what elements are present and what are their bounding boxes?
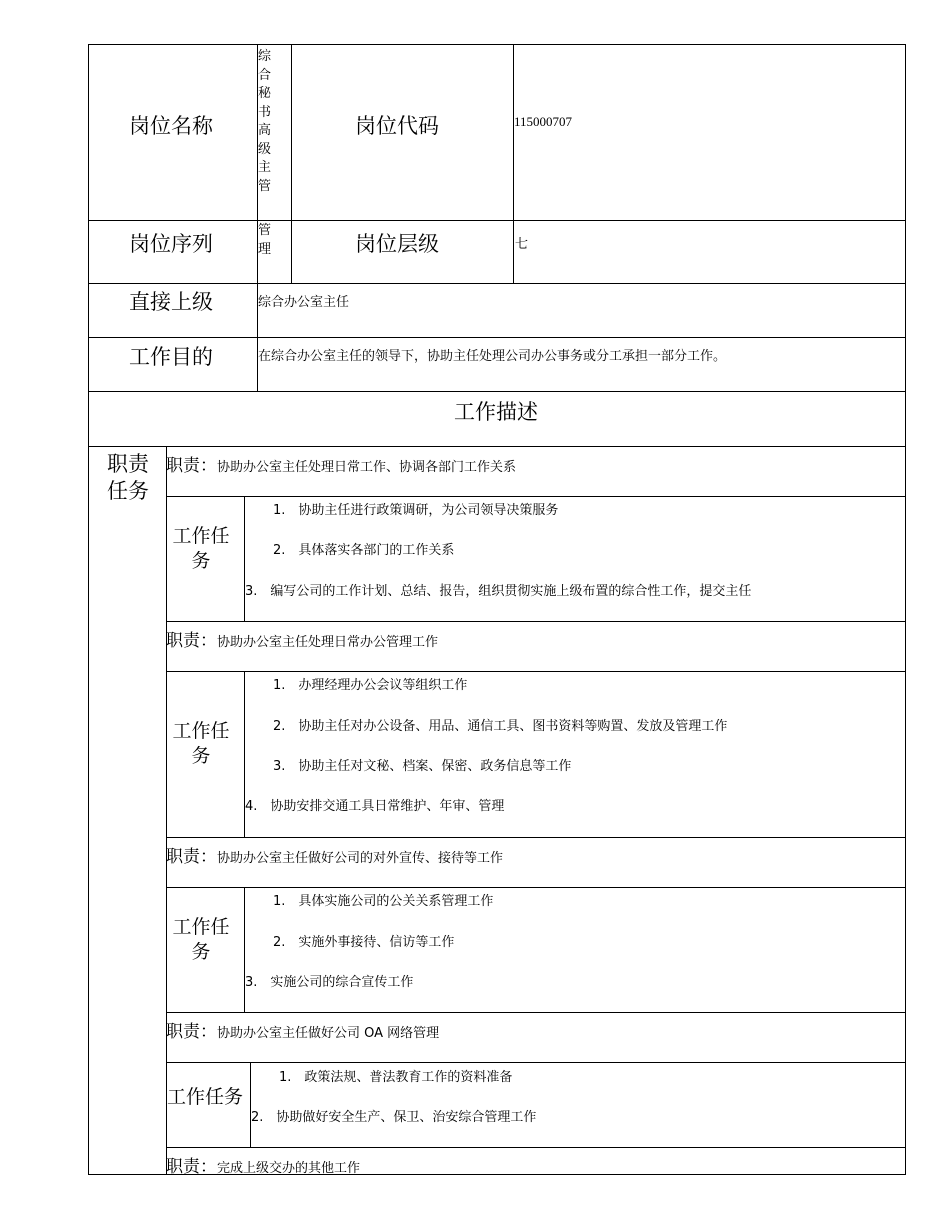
duty-text: 协助办公室主任处理日常工作、协调各部门工作关系 <box>217 460 517 475</box>
row-divider <box>88 220 906 221</box>
row-divider <box>166 496 906 497</box>
task-item: 3. 实施公司的综合宣传工作 <box>245 975 414 990</box>
position-series-value: 管理 <box>258 223 272 257</box>
description-title: 工作描述 <box>454 400 538 424</box>
supervisor-value: 综合办公室主任 <box>258 295 350 310</box>
task-item: 1. 协助主任进行政策调研，为公司领导决策服务 <box>273 503 559 518</box>
task-item: 3. 协助主任对文秘、档案、保密、政务信息等工作 <box>273 759 572 774</box>
job-description-table <box>88 44 906 1175</box>
tasks-label: 工作任务 <box>167 1086 244 1108</box>
row-divider <box>166 1062 906 1063</box>
row-divider <box>88 283 906 284</box>
duty-prefix: 职责： <box>166 456 217 476</box>
tasks-label: 工作任务 <box>172 720 230 767</box>
duty-row <box>166 626 438 651</box>
supervisor-label: 直接上级 <box>129 290 213 314</box>
duty-row <box>166 1017 439 1042</box>
position-name-label: 岗位名称 <box>129 114 213 138</box>
duty-text: 完成上级交办的其他工作 <box>217 1161 361 1176</box>
position-series-label: 岗位序列 <box>129 232 213 256</box>
duty-text: 协助办公室主任做好公司 OA 网络管理 <box>217 1026 440 1041</box>
row-divider <box>166 1147 906 1148</box>
task-item: 3. 编写公司的工作计划、总结、报告，组织贯彻实施上级布置的综合性工作，提交主任 <box>245 584 752 599</box>
row-divider <box>166 837 906 838</box>
task-item: 2. 实施外事接待、信访等工作 <box>273 935 455 950</box>
duty-prefix: 职责： <box>166 847 217 867</box>
row-divider <box>88 446 906 447</box>
task-item: 2. 协助做好安全生产、保卫、治安综合管理工作 <box>251 1110 537 1125</box>
duty-row <box>166 1152 360 1177</box>
duty-row <box>166 842 503 867</box>
position-code-label: 岗位代码 <box>355 114 439 138</box>
purpose-label: 工作目的 <box>129 345 213 369</box>
col-divider <box>244 887 245 1012</box>
col-divider <box>244 496 245 621</box>
task-item: 1. 具体实施公司的公关关系管理工作 <box>273 894 494 909</box>
row-divider <box>166 621 906 622</box>
position-level-label: 岗位层级 <box>355 232 439 256</box>
task-item: 2. 具体落实各部门的工作关系 <box>273 543 455 558</box>
duty-prefix: 职责： <box>166 631 217 651</box>
position-level-value: 七 <box>515 237 529 252</box>
task-item: 1. 政策法规、普法教育工作的资料准备 <box>279 1070 513 1085</box>
col-divider <box>513 44 514 283</box>
row-divider <box>88 391 906 392</box>
duty-text: 协助办公室主任做好公司的对外宣传、接待等工作 <box>217 851 504 866</box>
row-divider <box>166 887 906 888</box>
col-divider <box>250 1062 251 1147</box>
row-divider <box>88 337 906 338</box>
duty-row <box>166 451 516 476</box>
col-divider <box>166 446 167 1175</box>
position-name-value: 综合秘书高级主管 <box>258 49 272 194</box>
duties-label: 职责任务 <box>107 452 149 503</box>
task-item: 4. 协助安排交通工具日常维护、年审、管理 <box>245 799 505 814</box>
duty-prefix: 职责： <box>166 1022 217 1042</box>
position-code-value: 115000707 <box>514 114 573 129</box>
task-item: 2. 协助主任对办公设备、用品、通信工具、图书资料等购置、发放及管理工作 <box>273 719 728 734</box>
duty-text: 协助办公室主任处理日常办公管理工作 <box>217 635 439 650</box>
row-divider <box>166 671 906 672</box>
purpose-value: 在综合办公室主任的领导下，协助主任处理公司办公事务或分工承担一部分工作。 <box>258 349 727 364</box>
tasks-label: 工作任务 <box>172 525 230 572</box>
duty-prefix: 职责： <box>166 1157 217 1177</box>
col-divider <box>291 44 292 283</box>
row-divider <box>166 1012 906 1013</box>
task-item: 1. 办理经理办公会议等组织工作 <box>273 678 468 693</box>
tasks-label: 工作任务 <box>172 916 230 963</box>
